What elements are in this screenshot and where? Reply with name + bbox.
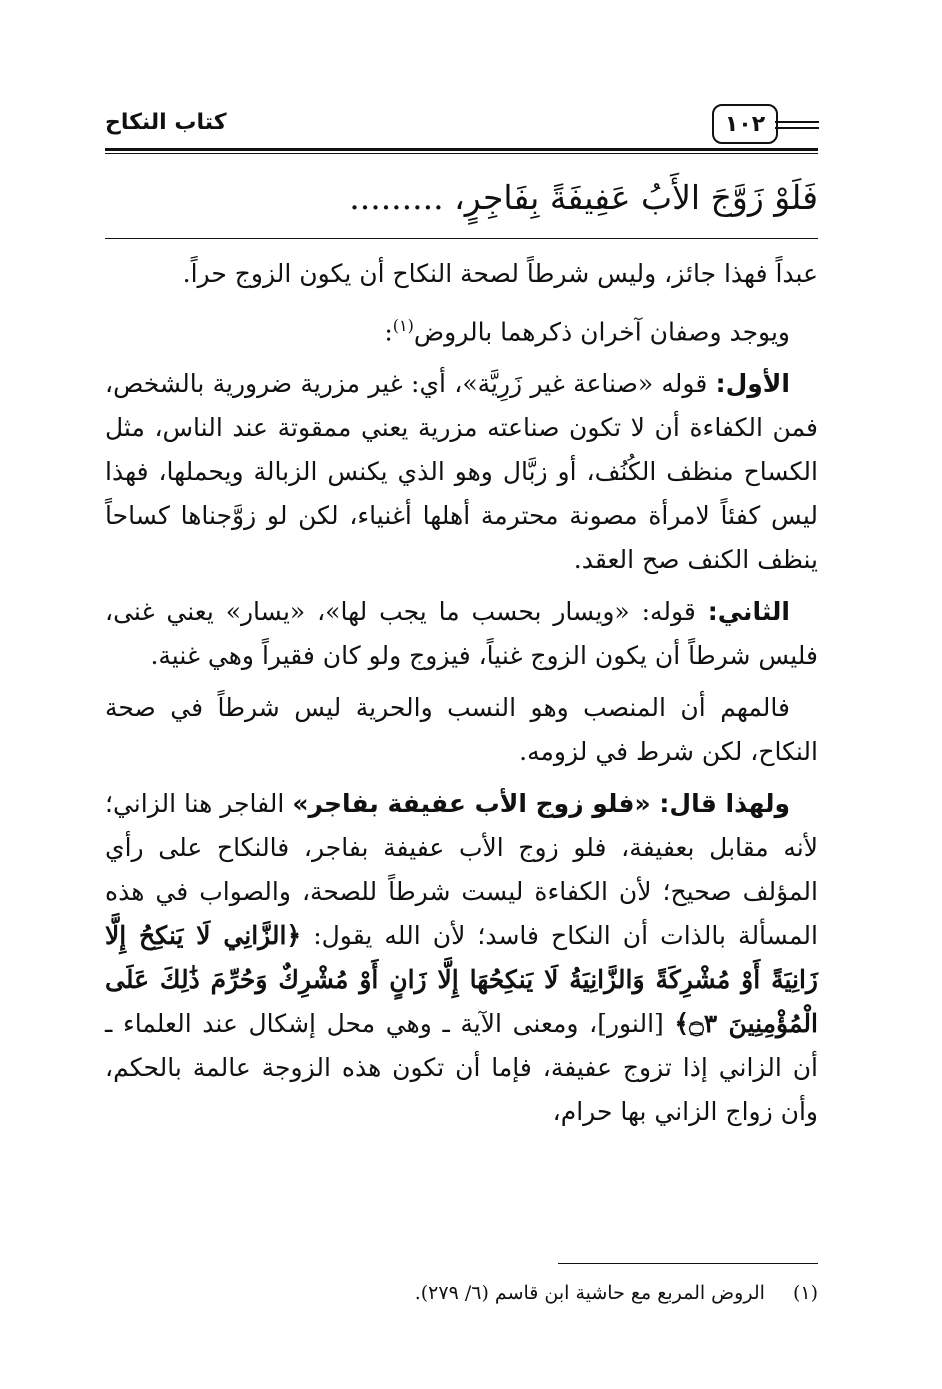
paragraph <box>105 590 818 678</box>
footnote-number: (١) <box>792 1282 818 1304</box>
paragraph <box>105 686 818 774</box>
paragraph-text: [النور]، ومعنى الآية ـ وهي محل إشكال عند العلماء ـ أن الزاني إذا تزوج عفيفة، فإما أن تكون هذه الزوجة عالمة بالحكم، وأن زواج الزاني بها حرام، <box>105 1009 818 1127</box>
commentary-body <box>105 252 818 1142</box>
paragraph-text: عبداً فهذا جائز، وليس شرطاً لصحة النكاح أن يكون الزوج حراً. <box>182 259 818 288</box>
paragraph-text: فالمهم أن المنصب وهو النسب والحرية ليس شرطاً في صحة النكاح، لكن شرط في لزومه. <box>105 693 818 767</box>
matn-dots: ......... <box>349 178 444 217</box>
header-rule <box>105 148 818 151</box>
paragraph <box>105 252 818 296</box>
bold-keyword: الأول: <box>715 369 790 399</box>
paragraph-text: قوله: «ويسار بحسب ما يجب لها»، «يسار» يعني غنى، فليس شرطاً أن يكون الزوج غنياً، فيزوج ولو كان فقيراً وهي غنية. <box>105 597 818 671</box>
bold-keyword: الثاني: <box>707 597 790 627</box>
header-ornament-line <box>775 121 819 123</box>
paragraph <box>105 304 818 354</box>
paragraph-text: ويوجد وصفان آخران ذكرهما بالروض <box>413 317 790 347</box>
paragraph <box>105 782 818 1134</box>
paragraph-text: قوله «صناعة غير زَرِيَّة»، أي: غير مزرية ضرورية بالشخص، فمن الكفاءة أن لا تكون صناعته مزرية يعني ممقوتة عند الناس، مثل الكساح منظف الكُنُف، أو زبَّال وهو الذي يكنس الزبالة ويحملها، فهذا ليس كفئاً لامرأة مصونة محترمة أهلها أغنياء، لكن لو زوَّجناها كساحاً ينظف الكنف صح العقد. <box>105 369 818 575</box>
quran-verse: ﴿الزَّانِي لَا يَنكِحُ إِلَّا زَانِيَةً أَوْ مُشْرِكَةً وَالزَّانِيَةُ لَا يَنكِحُهَا إِلَّا زَانٍ أَوْ مُشْرِكٌ وَحُرِّمَ ذَٰلِكَ عَلَى الْمُؤْمِنِينَ ۝٣﴾ <box>105 921 818 1039</box>
footnote-text: الروض المربع مع حاشية ابن قاسم (٦/ ٢٧٩). <box>414 1282 765 1304</box>
footnote <box>105 1278 818 1308</box>
header-rule-thin <box>105 153 818 154</box>
page-number: ١٠٢ <box>712 104 778 144</box>
bold-keyword: ولهذا قال: «فلو زوج الأب عفيفة بفاجر» <box>292 789 790 819</box>
running-header <box>105 100 818 150</box>
footnote-ref: (١) <box>392 316 414 335</box>
paragraph-text: : <box>384 317 393 347</box>
paragraph <box>105 362 818 582</box>
footnote-separator <box>558 1263 818 1264</box>
matn-line <box>105 170 818 226</box>
header-ornament-line <box>775 127 819 129</box>
matn-separator <box>105 238 818 239</box>
book-title: كتاب النكاح <box>105 110 227 135</box>
matn-text: فَلَوْ زَوَّجَ الأَبُ عَفِيفَةً بِفَاجِرٍ، <box>454 178 818 217</box>
paragraph-text: الفاجر هنا الزاني؛ لأنه مقابل بعفيفة، فلو زوج الأب عفيفة بفاجر، فالنكاح على رأي المؤلف صحيح؛ لأن الكفاءة ليست شرطاً للصحة، والصواب في هذه المسألة بالذات أن النكاح فاسد؛ لأن الله يقول: <box>105 789 818 951</box>
